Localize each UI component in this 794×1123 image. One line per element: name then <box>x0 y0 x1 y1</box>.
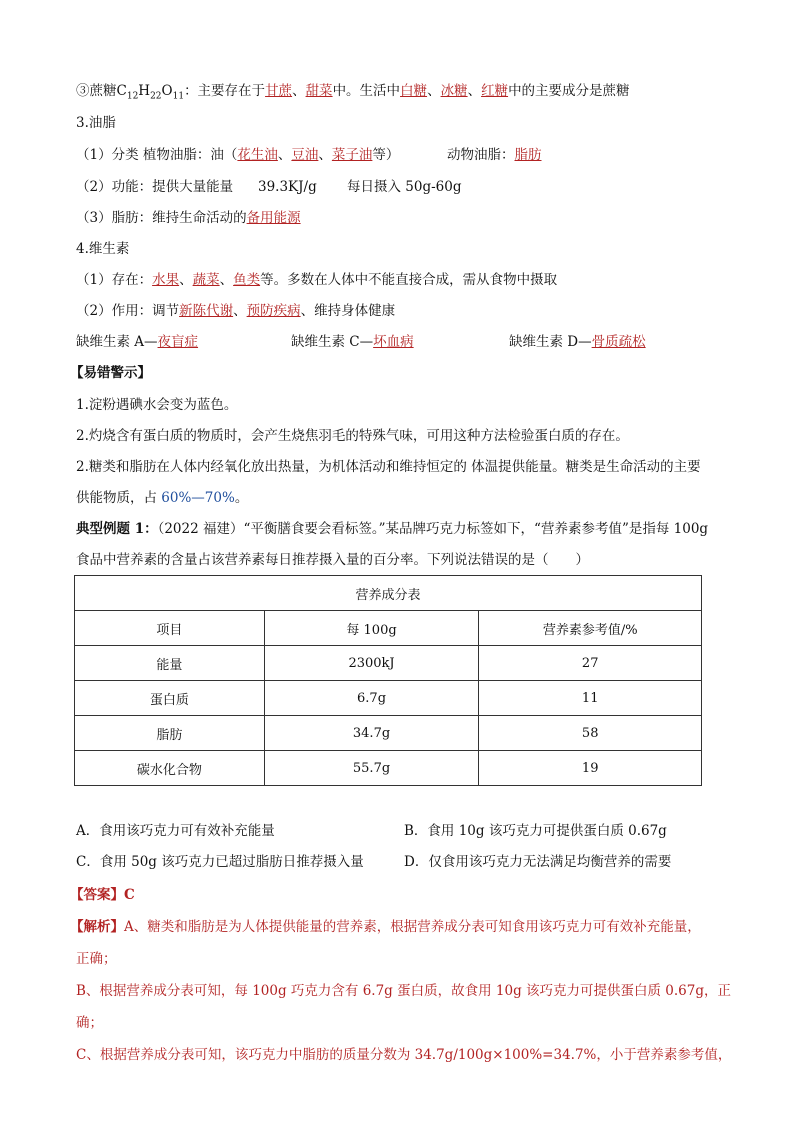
analysis-line-2b: 确； <box>76 1015 103 1031</box>
table-row <box>75 646 702 681</box>
example-line-2: 食品中营养素的含量占该营养素每日推荐摄入量的百分率。下列说法错误的是（ ） <box>76 552 589 568</box>
table-cell: 脂肪 <box>75 716 265 751</box>
option-b: B．食用 10g 该巧克力可提供蛋白质 0.67g <box>404 823 667 839</box>
answer: 【答案】C <box>70 887 135 903</box>
sucrose-line: ③蔗糖$C_{12}H_{22}O_{11}$：主要存在于甘蔗、甜菜中。生活中白糖、冰糖、红糖中的主要成分是蔗糖 <box>76 83 630 102</box>
section-4-title: 4.维生素 <box>76 241 130 257</box>
warning-2: 2.灼烧含有蛋白质的物质时，会产生烧焦羽毛的特殊气味，可用这种方法检验蛋白质的存在。 <box>76 428 629 444</box>
table-cell: 55.7g <box>264 751 479 786</box>
warning-title: 【易错警示】 <box>70 365 151 381</box>
analysis-line-2a: B、根据营养成分表可知，每 100g 巧克力含有 6.7g 蛋白质，故食用 10g 该巧克力可提供蛋白质 0.67g，正 <box>76 983 731 999</box>
example-line-1: 典型例题 1：（2022 福建）“平衡膳食要会看标签。”某品牌巧克力标签如下，“营养素参考值”是指每 100g <box>76 521 709 537</box>
table-cell: 27 <box>479 646 702 681</box>
oil-daily-intake: 每日摄入 50g-60g <box>347 179 462 195</box>
oil-classification: （1）分类 植物油脂：油（花生油、豆油、菜子油等） <box>76 147 400 163</box>
vitamin-functions: （2）作用：调节新陈代谢、预防疾病、维持身体健康 <box>76 303 396 319</box>
nutrition-table <box>74 575 702 786</box>
table-cell: 58 <box>479 716 702 751</box>
table-header: 项目 <box>75 611 265 646</box>
table-cell: 能量 <box>75 646 265 681</box>
table-cell: 碳水化合物 <box>75 751 265 786</box>
vitamin-a-deficiency: 缺维生素 A—夜盲症 <box>76 334 199 350</box>
warning-1: 1.淀粉遇碘水会变为蓝色。 <box>76 397 238 413</box>
table-cell: 11 <box>479 681 702 716</box>
option-c: C．食用 50g 该巧克力已超过脂肪日推荐摄入量 <box>76 854 364 870</box>
animal-fat: 动物油脂：脂肪 <box>447 147 542 163</box>
table-cell: 19 <box>479 751 702 786</box>
option-a: A．食用该巧克力可有效补充能量 <box>76 823 275 839</box>
table-row <box>75 751 702 786</box>
analysis-line-1b: 正确； <box>76 951 117 967</box>
oil-function: （2）功能：提供大量能量 <box>76 179 234 195</box>
analysis-line-1a: 【解析】A、糖类和脂肪是为人体提供能量的营养素，根据营养成分表可知食用该巧克力可有效补充能量， <box>70 919 701 935</box>
table-title: 营养成分表 <box>75 576 702 611</box>
table-header: 营养素参考值/% <box>479 611 702 646</box>
table-row <box>75 681 702 716</box>
vitamin-d-deficiency: 缺维生素 D—骨质疏松 <box>509 334 646 350</box>
table-row <box>75 716 702 751</box>
warning-3b: 供能物质，占 60%—70%。 <box>76 490 249 506</box>
vitamin-sources: （1）存在：水果、蔬菜、鱼类等。多数在人体中不能直接合成，需从食物中摄取 <box>76 272 558 288</box>
table-title-row <box>75 576 702 611</box>
vitamin-c-deficiency: 缺维生素 C—坏血病 <box>291 334 414 350</box>
table-cell: 6.7g <box>264 681 479 716</box>
warning-3a: 2.糖类和脂肪在人体内经氧化放出热量，为机体活动和维持恒定的 体温提供能量。糖类是生命活动的主要 <box>76 459 701 475</box>
table-cell: 2300kJ <box>264 646 479 681</box>
section-3-title: 3.油脂 <box>76 115 116 131</box>
table-cell: 34.7g <box>264 716 479 751</box>
option-d: D．仅食用该巧克力无法满足均衡营养的需要 <box>404 854 672 870</box>
fat-role: （3）脂肪：维持生命活动的备用能源 <box>76 210 301 226</box>
table-header-row <box>75 611 702 646</box>
table-cell: 蛋白质 <box>75 681 265 716</box>
table-header: 每 100g <box>264 611 479 646</box>
analysis-line-3: C、根据营养成分表可知，该巧克力中脂肪的质量分数为 34.7g/100g×100%=34.7%，小于营养素参考值， <box>76 1047 732 1063</box>
oil-energy-value: 39.3KJ/g <box>258 179 317 195</box>
